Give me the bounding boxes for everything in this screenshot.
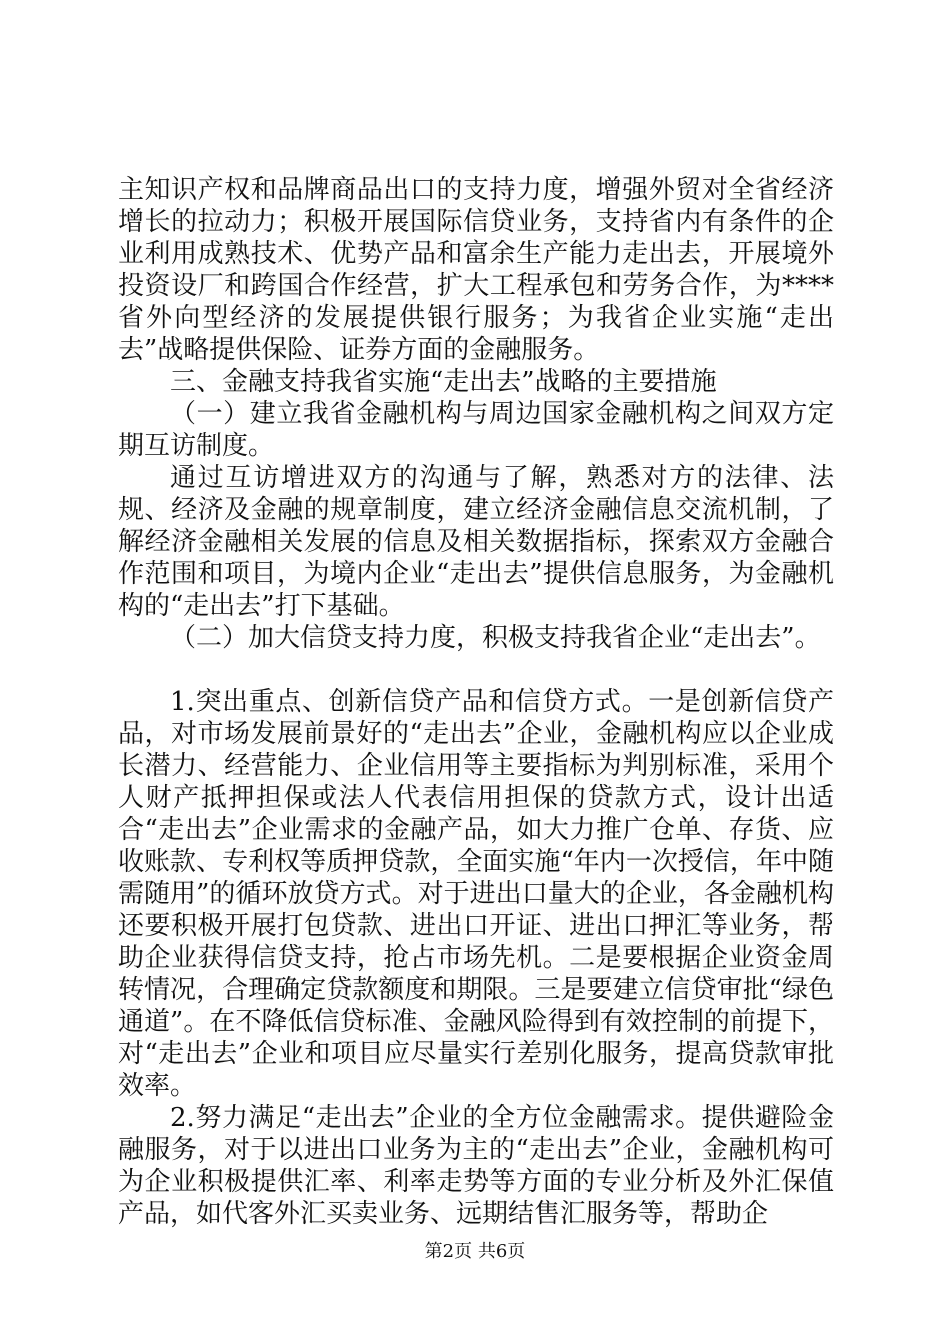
blank-line — [118, 654, 834, 686]
document-body — [118, 174, 834, 1230]
subsection-heading-2: （二）加大信贷支持力度，积极支持我省企业“走出去”。 — [170, 623, 821, 653]
paragraph-continuation: 主知识产权和品牌商品出口的支持力度，增强外贸对全省经济增长的拉动力；积极开展国际信贷业务，支持省内有条件的企业利用成熟技术、优势产品和富余生产能力走出去，开展境外投资设厂和跨国合作经营，扩大工程承包和劳务合作，为****省外向型经济的发展提供银行服务；为我省企业实施“走出去”战略提供保险、证券方面的金融服务。 — [118, 175, 834, 365]
paragraph-item-2: 2.努力满足“走出去”企业的全方位金融需求。提供避险金融服务，对于以进出口业务为主的“走出去”企业，金融机构可为企业积极提供汇率、利率走势等方面的专业分析及外汇保值产品，如代客外汇买卖业务、远期结售汇服务等，帮助企 — [118, 1103, 834, 1229]
subsection-heading-1: （一）建立我省金融机构与周边国家金融机构之间双方定期互访制度。 — [118, 399, 834, 461]
page-footer: 第2页 共6页 — [424, 1241, 526, 1262]
section-heading-3: 三、金融支持我省实施“走出去”战略的主要措施 — [170, 367, 717, 397]
paragraph-item-1: 1.突出重点、创新信贷产品和信贷方式。一是创新信贷产品，对市场发展前景好的“走出去”企业，金融机构应以企业成长潜力、经营能力、企业信用等主要指标为判别标准，采用个人财产抵押担保或法人代表信用担保的贷款方式，设计出适合“走出去”企业需求的金融产品，如大力推广仓单、存货、应收账款、专利权等质押贷款，全面实施“年内一次授信，年中随需随用”的循环放贷方式。对于进出口量大的企业，各金融机构还要积极开展打包贷款、进出口开证、进出口押汇等业务，帮助企业获得信贷支持，抢占市场先机。二是要根据企业资金周转情况，合理确定贷款额度和期限。三是要建立信贷审批“绿色通道”。在不降低信贷标准、金融风险得到有效控制的前提下，对“走出去”企业和项目应尽量实行差别化服务，提高贷款审批效率。 — [118, 687, 834, 1101]
paragraph-exchange-visits: 通过互访增进双方的沟通与了解，熟悉对方的法律、法规、经济及金融的规章制度，建立经济金融信息交流机制，了解经济金融相关发展的信息及相关数据指标，探索双方金融合作范围和项目，为境内企业“走出去”提供信息服务，为金融机构的“走出去”打下基础。 — [118, 463, 834, 621]
